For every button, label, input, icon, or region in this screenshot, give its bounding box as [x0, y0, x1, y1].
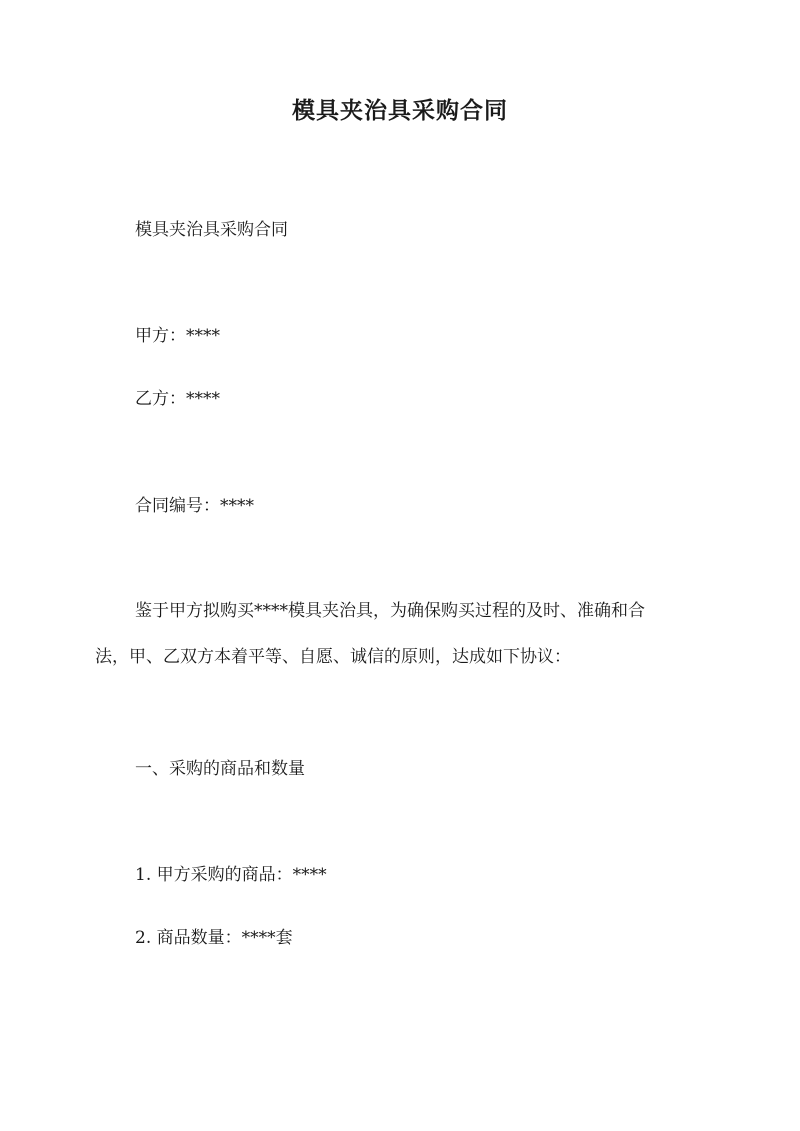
preamble-line-1: 鉴于甲方拟购买****模具夹治具，为确保购买过程的及时、准确和合	[135, 601, 645, 621]
party-a-line: 甲方：****	[135, 326, 220, 346]
preamble-line-2: 法，甲、乙双方本着平等、自愿、诚信的原则，达成如下协议：	[95, 647, 571, 667]
section-1-item-2: 2. 商品数量：****套	[135, 928, 293, 948]
contract-number-line: 合同编号：****	[135, 496, 254, 516]
preamble-paragraph	[95, 598, 705, 670]
document-title: 模具夹治具采购合同	[292, 97, 508, 124]
section-1-item-1: 1. 甲方采购的商品：****	[135, 865, 327, 885]
section-1-heading: 一、采购的商品和数量	[135, 759, 305, 779]
party-b-line: 乙方：****	[135, 389, 220, 409]
contract-name-line: 模具夹治具采购合同	[135, 220, 288, 240]
